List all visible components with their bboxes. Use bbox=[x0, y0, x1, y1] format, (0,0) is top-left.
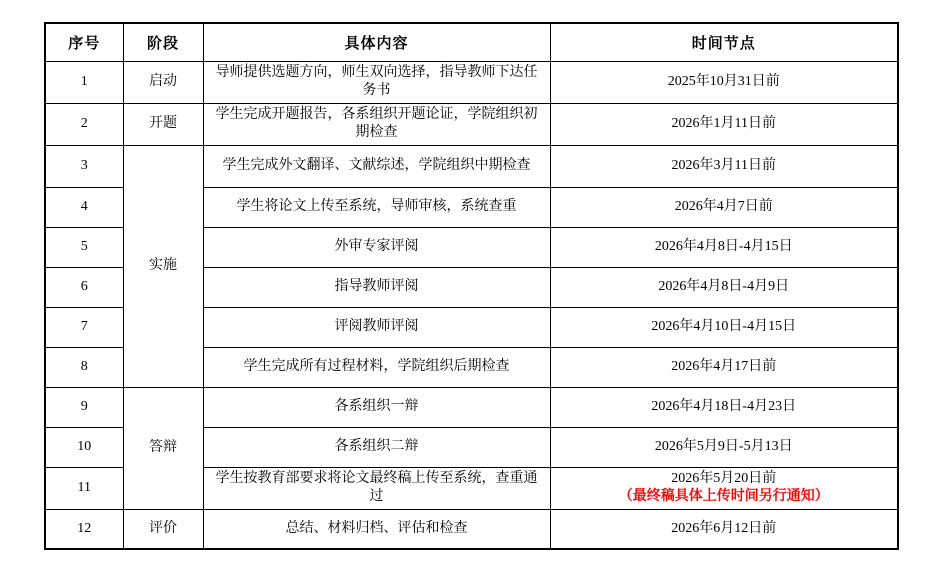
table-row bbox=[45, 387, 898, 427]
content-cell: 外审专家评阅 bbox=[203, 227, 550, 267]
header-sequence-number: 序号 bbox=[45, 23, 123, 61]
header-stage: 阶段 bbox=[123, 23, 203, 61]
time-text: 2026年1月11日前 bbox=[671, 115, 776, 131]
time-text: 2026年4月18日-4月23日 bbox=[651, 398, 797, 414]
table-row bbox=[45, 103, 898, 145]
content-cell: 指导教师评阅 bbox=[203, 267, 550, 307]
stage-cell: 实施 bbox=[123, 145, 203, 387]
time-text: 2026年3月11日前 bbox=[671, 157, 776, 173]
time-text: 2026年4月17日前 bbox=[671, 358, 777, 374]
stage-cell: 开题 bbox=[123, 103, 203, 145]
table-row bbox=[45, 509, 898, 549]
content-cell: 总结、材料归档、评估和检查 bbox=[203, 509, 550, 549]
time-cell bbox=[550, 227, 898, 267]
content-cell: 各系组织一辩 bbox=[203, 387, 550, 427]
thesis-schedule-table bbox=[44, 22, 899, 550]
sequence-number-cell: 4 bbox=[45, 187, 123, 227]
content-cell: 评阅教师评阅 bbox=[203, 307, 550, 347]
time-cell bbox=[550, 187, 898, 227]
time-text: 2026年4月10日-4月15日 bbox=[651, 318, 797, 334]
time-text: 2026年4月8日-4月15日 bbox=[654, 238, 793, 254]
sequence-number-cell: 1 bbox=[45, 61, 123, 103]
table-row bbox=[45, 61, 898, 103]
time-text: 2026年5月9日-5月13日 bbox=[654, 438, 793, 454]
content-cell: 导师提供选题方向，师生双向选择，指导教师下达任务书 bbox=[203, 61, 550, 103]
time-cell bbox=[550, 307, 898, 347]
sequence-number-cell: 2 bbox=[45, 103, 123, 145]
content-cell: 学生将论文上传至系统，导师审核，系统查重 bbox=[203, 187, 550, 227]
schedule-table-body bbox=[45, 61, 898, 549]
time-cell bbox=[550, 509, 898, 549]
sequence-number-cell: 10 bbox=[45, 427, 123, 467]
time-text: 2026年5月20日前 bbox=[671, 471, 777, 487]
time-cell bbox=[550, 103, 898, 145]
time-cell bbox=[550, 267, 898, 307]
time-text: 2026年4月8日-4月9日 bbox=[658, 278, 790, 294]
stage-cell: 评价 bbox=[123, 509, 203, 549]
content-cell: 各系组织二辩 bbox=[203, 427, 550, 467]
time-cell bbox=[550, 467, 898, 509]
table-header bbox=[45, 23, 898, 61]
header-row bbox=[45, 23, 898, 61]
sequence-number-cell: 8 bbox=[45, 347, 123, 387]
stage-cell: 答辩 bbox=[123, 387, 203, 509]
sequence-number-cell: 12 bbox=[45, 509, 123, 549]
sequence-number-cell: 3 bbox=[45, 145, 123, 187]
time-text: 2026年4月7日前 bbox=[674, 198, 773, 214]
content-cell: 学生按教育部要求将论文最终稿上传至系统，查重通过 bbox=[203, 467, 550, 509]
time-cell bbox=[550, 61, 898, 103]
content-cell: 学生完成所有过程材料，学院组织后期检查 bbox=[203, 347, 550, 387]
time-cell bbox=[550, 145, 898, 187]
header-time-node: 时间节点 bbox=[550, 23, 898, 61]
table-row bbox=[45, 145, 898, 187]
time-cell bbox=[550, 347, 898, 387]
sequence-number-cell: 6 bbox=[45, 267, 123, 307]
time-cell bbox=[550, 427, 898, 467]
sequence-number-cell: 7 bbox=[45, 307, 123, 347]
time-note-red: （最终稿具体上传时间另行通知） bbox=[618, 488, 829, 504]
header-specific-content: 具体内容 bbox=[203, 23, 550, 61]
content-cell: 学生完成外文翻译、文献综述，学院组织中期检查 bbox=[203, 145, 550, 187]
stage-cell: 启动 bbox=[123, 61, 203, 103]
time-text: 2026年6月12日前 bbox=[671, 520, 777, 536]
sequence-number-cell: 5 bbox=[45, 227, 123, 267]
sequence-number-cell: 9 bbox=[45, 387, 123, 427]
content-cell: 学生完成开题报告，各系组织开题论证，学院组织初期检查 bbox=[203, 103, 550, 145]
sequence-number-cell: 11 bbox=[45, 467, 123, 509]
time-text: 2025年10月31日前 bbox=[667, 73, 780, 89]
time-cell bbox=[550, 387, 898, 427]
